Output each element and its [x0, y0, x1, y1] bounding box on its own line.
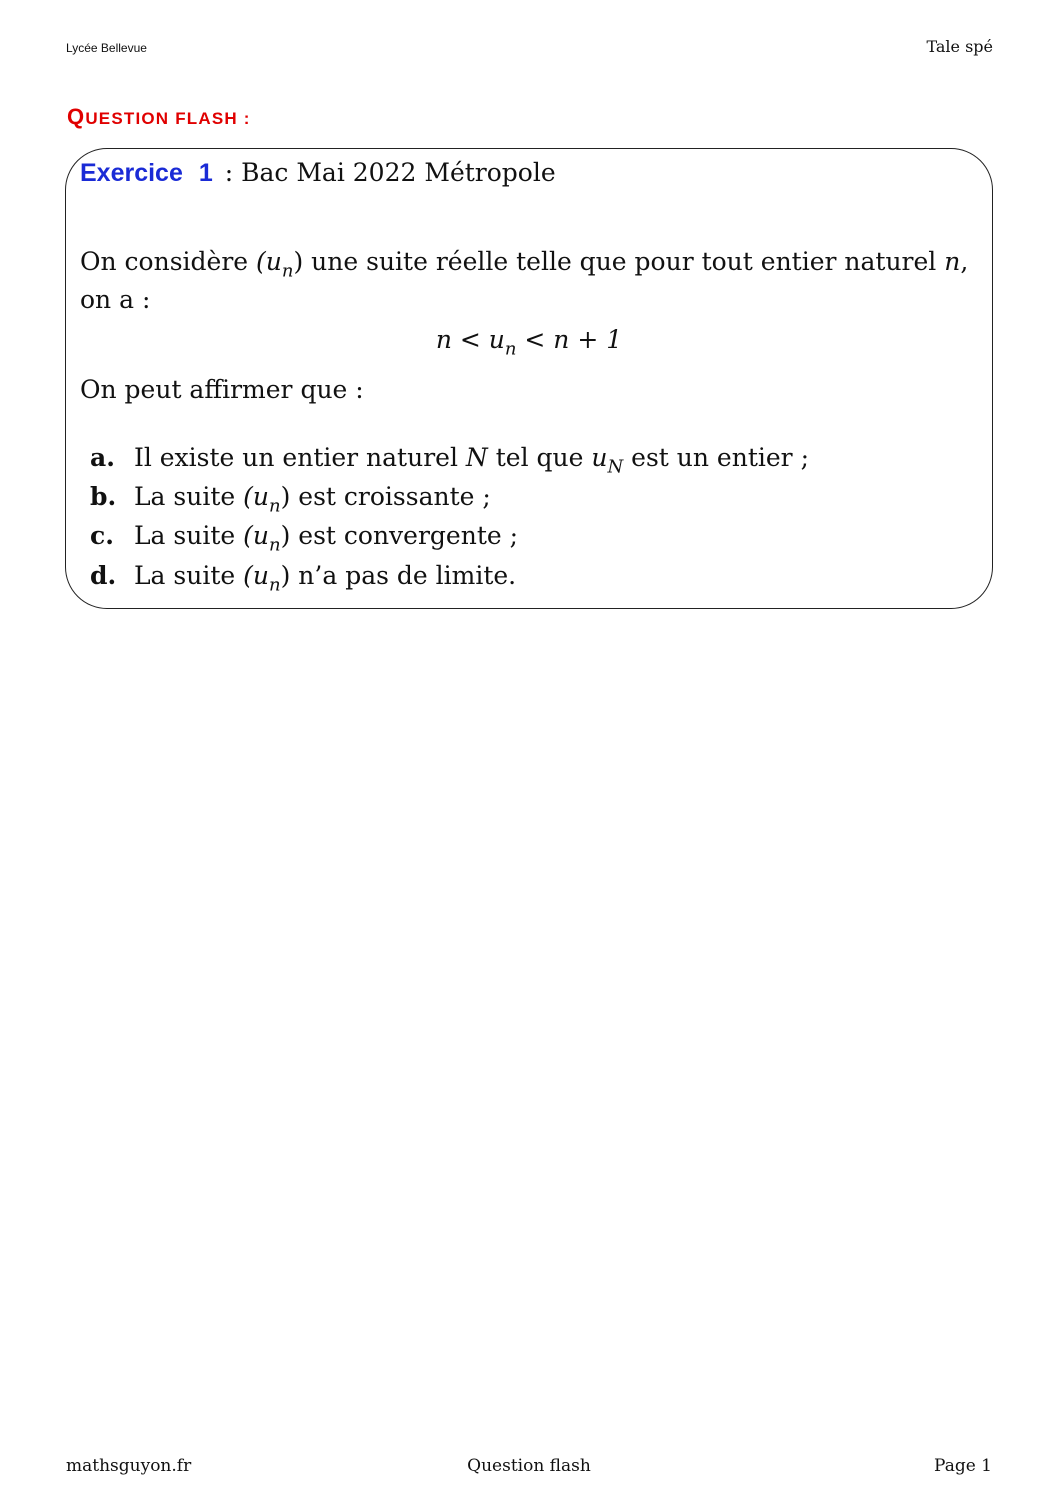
sequence-open: (u [243, 561, 269, 590]
option-text: La suite [126, 482, 244, 511]
option-a [90, 443, 809, 478]
exercise-number: 1 [198, 159, 213, 187]
exercise-heading [80, 158, 556, 188]
sequence-subscript: n [268, 574, 281, 596]
intro-text-a: On considère [80, 247, 257, 276]
footer-title: Question flash [467, 1456, 591, 1476]
sequence-subscript: n [268, 534, 281, 556]
option-text: n’a pas de limite. [290, 561, 517, 590]
footer-page-number: Page 1 [934, 1456, 992, 1476]
section-title [67, 104, 251, 130]
formula-right: < n + 1 [516, 325, 623, 354]
option-text: est un entier ; [623, 443, 809, 472]
sequence-close: ) [280, 521, 291, 550]
option-text: tel que [487, 443, 592, 472]
formula-left: n < u [435, 325, 505, 354]
intro-var-n: n [944, 247, 961, 276]
exercise-intro-line2: on a : [80, 285, 151, 314]
sequence-subscript: n [268, 495, 281, 517]
intro-text-c: , [960, 247, 969, 276]
formula-subscript: n [504, 338, 517, 360]
option-text: est convergente ; [290, 521, 519, 550]
option-d [90, 561, 517, 596]
option-text: La suite [126, 561, 244, 590]
option-label: b. [90, 482, 117, 511]
sequence-subscript: n [281, 260, 294, 282]
sequence-open: (u [256, 247, 282, 276]
footer-site: mathsguyon.fr [66, 1456, 192, 1476]
option-label: c. [90, 521, 114, 550]
section-title-initial: Q [67, 104, 86, 129]
option-text: Il existe un entier naturel [126, 443, 466, 472]
exercise-source: : Bac Mai 2022 Métropole [224, 158, 556, 187]
inequality-formula [0, 325, 1058, 360]
sequence-open: (u [243, 521, 269, 550]
option-subscript: N [607, 456, 624, 478]
exercise-prompt: On peut affirmer que : [80, 375, 364, 404]
exercise-intro [80, 247, 969, 282]
header-level: Tale spé [926, 37, 993, 56]
option-label: a. [90, 443, 115, 472]
option-text: est croissante ; [290, 482, 491, 511]
sequence-close: ) [280, 482, 291, 511]
option-c [90, 521, 519, 556]
exercise-label: Exercice [80, 159, 183, 187]
intro-text-b: une suite réelle telle que pour tout entier naturel [303, 247, 945, 276]
sequence-open: (u [243, 482, 269, 511]
sequence-close: ) [280, 561, 291, 590]
sequence-close: ) [293, 247, 304, 276]
option-var: N [465, 443, 488, 472]
option-b [90, 482, 491, 517]
option-text: La suite [126, 521, 244, 550]
section-title-rest: UESTION FLASH : [85, 109, 251, 128]
option-label: d. [90, 561, 117, 590]
option-var: u [591, 443, 608, 472]
header-school: Lycée Bellevue [66, 41, 147, 55]
